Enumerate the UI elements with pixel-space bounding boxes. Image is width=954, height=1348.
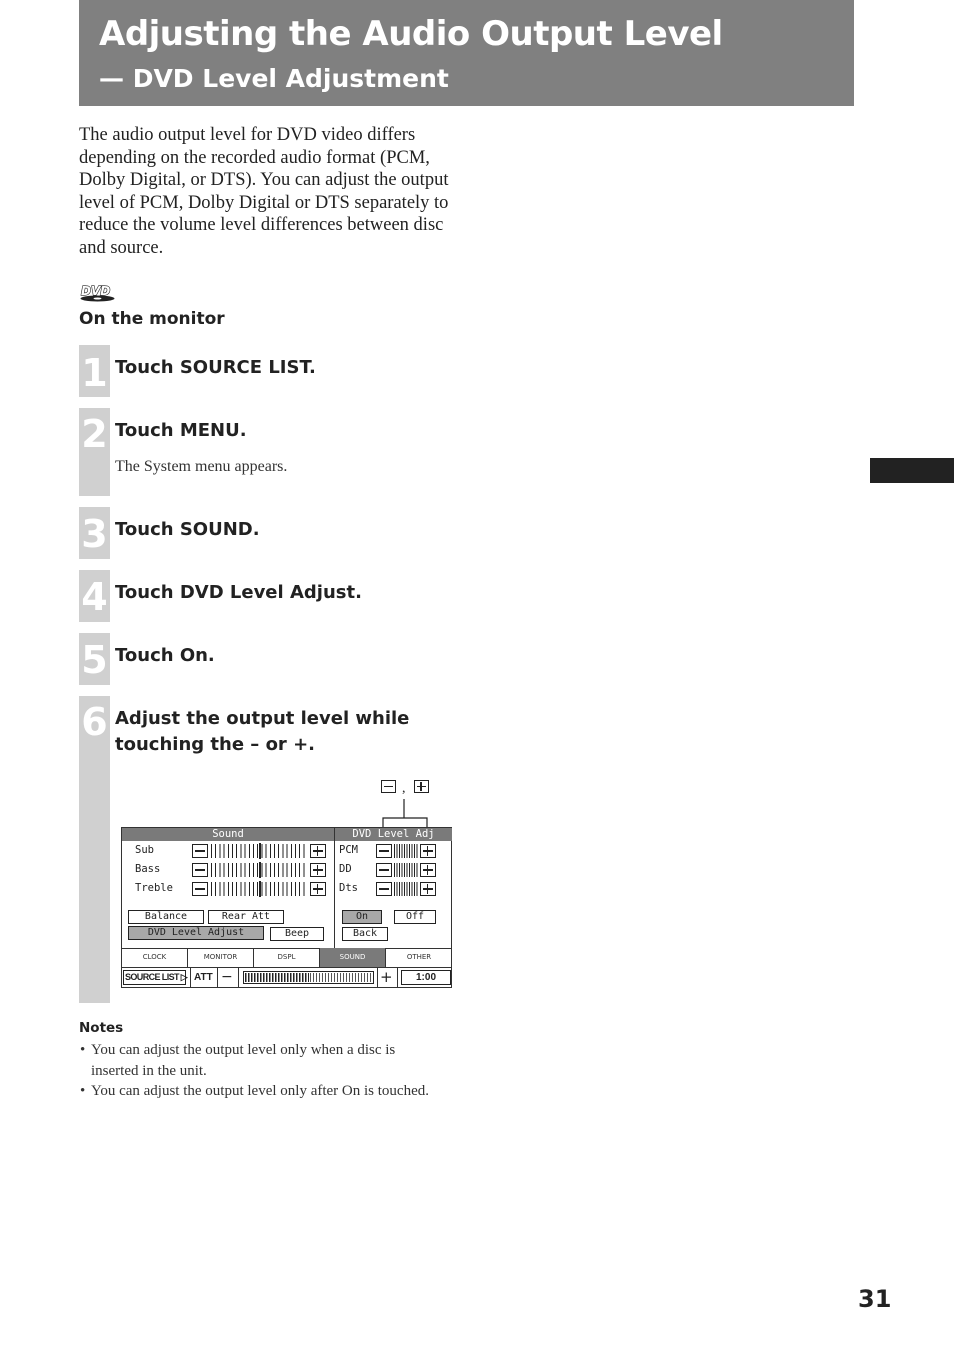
sub-plus-button[interactable] bbox=[310, 844, 326, 858]
bass-label: Bass bbox=[135, 863, 161, 875]
monitor-screen bbox=[121, 827, 452, 988]
volume-bar-empty bbox=[310, 973, 372, 982]
dts-minus-button[interactable] bbox=[376, 882, 392, 896]
step-number: 6 bbox=[81, 700, 108, 744]
step-number: 4 bbox=[81, 575, 108, 619]
step-3-text: Touch SOUND. bbox=[115, 519, 260, 540]
pcm-minus-button[interactable] bbox=[376, 844, 392, 858]
on-button[interactable]: On bbox=[342, 910, 382, 924]
bass-slider[interactable] bbox=[211, 863, 307, 877]
step-6-text-line1: Adjust the output level while bbox=[115, 708, 410, 729]
treble-minus-button[interactable] bbox=[192, 882, 208, 896]
tab-other[interactable]: OTHER bbox=[406, 953, 432, 961]
step-4-text: Touch DVD Level Adjust. bbox=[115, 582, 362, 603]
back-button[interactable]: Back bbox=[342, 927, 388, 941]
source-list-label: SOURCE LIST bbox=[125, 972, 179, 982]
step-number: 1 bbox=[81, 351, 108, 395]
page-title: Adjusting the Audio Output Level bbox=[99, 14, 723, 54]
bass-plus-button[interactable] bbox=[310, 863, 326, 877]
chapter-header bbox=[79, 0, 854, 106]
balance-button[interactable]: Balance bbox=[128, 910, 204, 924]
beep-button[interactable]: Beep bbox=[270, 927, 324, 941]
dd-label: DD bbox=[339, 863, 352, 875]
intro-paragraph: The audio output level for DVD video differs depending on the recorded audio format (PCM, Dolby Digital, or DTS). You can adjust the output level of PCM, Dolby Digital or DTS separately to reduce the volume level differences between disc and source. bbox=[79, 125, 449, 258]
treble-slider[interactable] bbox=[211, 882, 307, 896]
step-1-text: Touch SOURCE LIST. bbox=[115, 357, 316, 378]
note-item: • You can adjust the output level only after On is touched. bbox=[79, 1081, 439, 1102]
step-6-bar bbox=[79, 696, 110, 1003]
pcm-label: PCM bbox=[339, 844, 358, 856]
treble-plus-button[interactable] bbox=[310, 882, 326, 896]
step-1-bar bbox=[79, 345, 110, 397]
dvd-level-header: DVD Level Adj bbox=[335, 828, 452, 841]
dvd-level-adjust-button[interactable]: DVD Level Adjust bbox=[128, 926, 264, 940]
bottom-divider bbox=[238, 968, 239, 988]
off-button[interactable]: Off bbox=[394, 910, 436, 924]
att-button[interactable]: ATT bbox=[194, 972, 213, 983]
screen-divider bbox=[334, 828, 335, 948]
page-number: 31 bbox=[858, 1285, 892, 1313]
side-tab-marker bbox=[870, 458, 954, 483]
bottom-divider bbox=[377, 968, 378, 988]
tabs-bottom-line bbox=[122, 967, 452, 968]
clock-display: 1:00 bbox=[401, 970, 451, 985]
dd-plus-button[interactable] bbox=[420, 863, 436, 877]
dd-minus-button[interactable] bbox=[376, 863, 392, 877]
step-5-text: Touch On. bbox=[115, 645, 215, 666]
step-5-bar bbox=[79, 633, 110, 685]
play-arrow-icon: ▷ bbox=[178, 972, 188, 982]
bass-minus-button[interactable] bbox=[192, 863, 208, 877]
bottom-divider bbox=[217, 968, 218, 988]
page-subtitle: — DVD Level Adjustment bbox=[99, 64, 449, 93]
sub-slider[interactable] bbox=[211, 844, 307, 858]
section-label: On the monitor bbox=[79, 309, 225, 329]
notes-title: Notes bbox=[79, 1020, 124, 1036]
step-3-bar bbox=[79, 507, 110, 559]
callout-minus-icon bbox=[381, 780, 396, 793]
tab-dspl[interactable]: DSPL bbox=[254, 948, 320, 967]
callout-separator: , bbox=[402, 781, 406, 796]
callout-plus-icon bbox=[414, 780, 429, 793]
dvd-logo-text: DVD bbox=[81, 284, 111, 298]
volume-bar-filled bbox=[245, 973, 309, 982]
step-2-text: Touch MENU. bbox=[115, 420, 247, 441]
tab-monitor[interactable]: MONITOR bbox=[188, 948, 254, 967]
step-number: 2 bbox=[81, 412, 108, 456]
dd-slider[interactable] bbox=[394, 863, 418, 877]
step-number: 3 bbox=[81, 512, 108, 556]
sound-header: Sound bbox=[122, 828, 334, 841]
step-6-text-line2: touching the – or +. bbox=[115, 734, 315, 755]
tab-sound[interactable]: SOUND bbox=[320, 948, 386, 967]
volume-bar[interactable] bbox=[243, 971, 374, 984]
dvd-logo-icon bbox=[79, 284, 116, 302]
step-4-bar bbox=[79, 570, 110, 622]
tab-clock[interactable]: CLOCK bbox=[122, 948, 188, 967]
notes-list bbox=[79, 1040, 439, 1102]
source-list-button[interactable] bbox=[123, 970, 186, 985]
bottom-divider bbox=[190, 968, 191, 988]
pcm-slider[interactable] bbox=[394, 844, 418, 858]
bottom-divider bbox=[397, 968, 398, 988]
step-2-bar bbox=[79, 408, 110, 496]
dts-plus-button[interactable] bbox=[420, 882, 436, 896]
treble-label: Treble bbox=[135, 882, 173, 894]
dts-slider[interactable] bbox=[394, 882, 418, 896]
volume-minus-icon[interactable]: − bbox=[221, 969, 233, 985]
dts-label: Dts bbox=[339, 882, 358, 894]
step-number: 5 bbox=[81, 638, 108, 682]
volume-plus-icon[interactable]: + bbox=[380, 968, 393, 986]
rear-att-button[interactable]: Rear Att bbox=[208, 910, 284, 924]
note-item: • You can adjust the output level only when a disc is inserted in the unit. bbox=[79, 1040, 439, 1081]
step-2-note: The System menu appears. bbox=[115, 458, 288, 475]
sub-minus-button[interactable] bbox=[192, 844, 208, 858]
sub-label: Sub bbox=[135, 844, 154, 856]
pcm-plus-button[interactable] bbox=[420, 844, 436, 858]
